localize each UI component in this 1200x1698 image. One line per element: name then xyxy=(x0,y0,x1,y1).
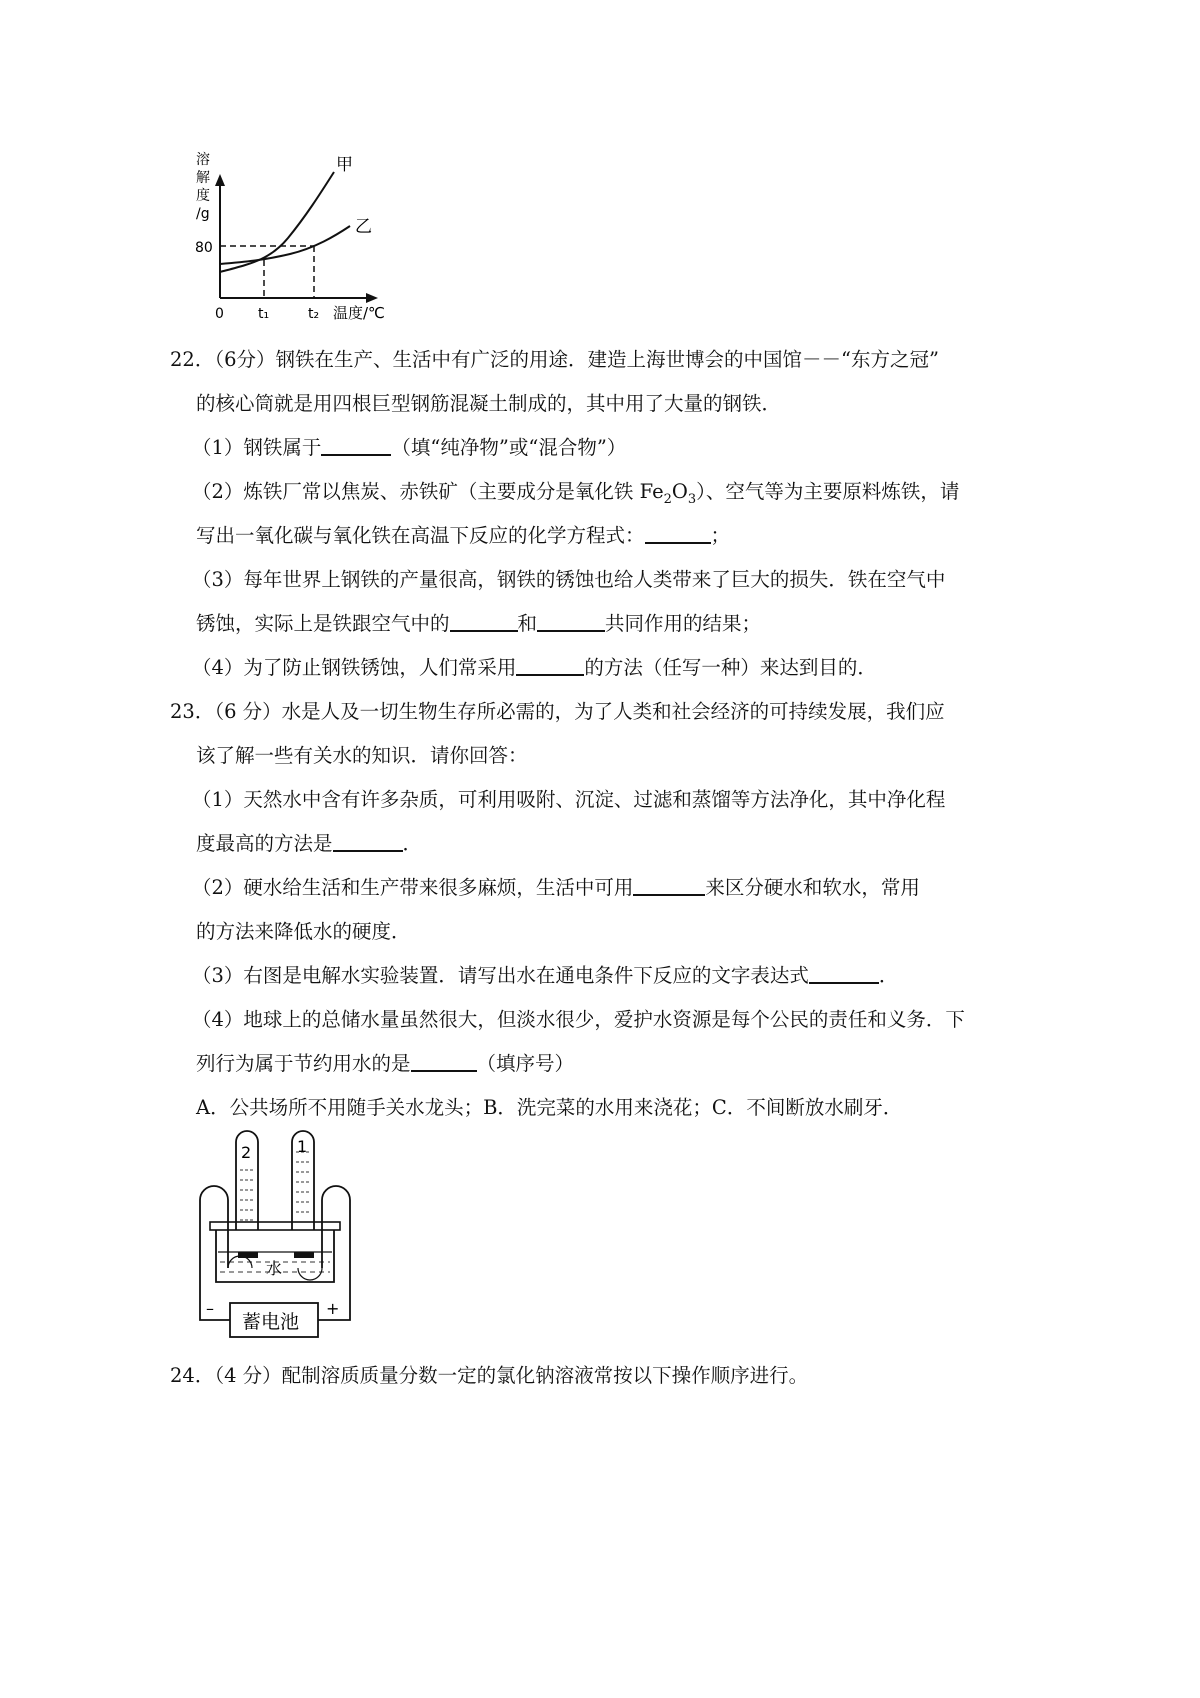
electrolysis-diagram xyxy=(190,1130,380,1345)
plus-sign: + xyxy=(326,1299,340,1318)
answer-blank[interactable] xyxy=(333,830,403,852)
x-axis-arrow xyxy=(366,293,378,303)
q23-part2-line1 xyxy=(192,874,920,902)
answer-blank[interactable] xyxy=(321,434,391,456)
q23-part2-text-end: 来区分硬水和软水，常用 xyxy=(705,876,920,899)
wire-left xyxy=(200,1186,230,1320)
q23-part1-line2 xyxy=(196,830,422,858)
q22-part3-line2 xyxy=(196,610,761,638)
x-axis-label: 温度/℃ xyxy=(333,304,385,322)
formula-part: O xyxy=(671,480,688,503)
q22-stem-line2: 的核心筒就是用四根巨型钢筋混凝土制成的，其中用了大量的钢铁． xyxy=(196,392,782,415)
y-label-char: 溶 xyxy=(196,152,210,168)
q22-part3-text: 锈蚀，实际上是铁跟空气中的 xyxy=(196,612,450,635)
answer-blank[interactable] xyxy=(537,610,605,632)
answer-blank[interactable] xyxy=(809,962,879,984)
curve-label-yi: 乙 xyxy=(355,217,372,237)
wire-right-bend xyxy=(298,1268,322,1280)
q22-part4-end: 的方法（任写一种）来达到目的． xyxy=(584,656,877,679)
q23-stem-line1: 23．（6 分）水是人及一切生物生存所必需的，为了人类和社会经济的可持续发展，我们应 xyxy=(170,700,945,723)
q23-part4-text: 列行为属于节约用水的是 xyxy=(196,1052,411,1075)
subscript: 3 xyxy=(687,491,697,507)
solubility-chart xyxy=(190,150,430,360)
y-label-char: /g xyxy=(196,206,210,222)
curve-yi xyxy=(220,226,350,264)
curve-label-jia: 甲 xyxy=(336,155,353,175)
trough-lid xyxy=(210,1222,340,1230)
q22-part4 xyxy=(192,654,877,682)
minus-sign: – xyxy=(206,1299,214,1318)
y-axis-arrow xyxy=(215,174,225,186)
punct: ． xyxy=(878,964,899,987)
q22-part1-text: （1）钢铁属于 xyxy=(192,436,322,459)
q22-part1 xyxy=(192,434,626,462)
answer-blank[interactable] xyxy=(411,1050,477,1072)
x-tick-t2: t₂ xyxy=(308,306,320,322)
water-label: 水 xyxy=(266,1259,283,1278)
y-label-char: 度 xyxy=(196,188,210,204)
q22-part2-line1 xyxy=(192,478,959,506)
q22-part4-text: （4）为了防止钢铁锈蚀，人们常采用 xyxy=(192,656,517,679)
q23-part4-hint: （填序号） xyxy=(476,1052,575,1075)
q22-part3-end: 共同作用的结果； xyxy=(605,612,762,635)
punct: ； xyxy=(710,524,731,547)
q22-stem-line1: 22．（6分）钢铁在生产、生活中有广泛的用途．建造上海世博会的中国馆－－“东方之冠” xyxy=(170,348,939,371)
q23-part3 xyxy=(192,962,898,990)
q23-part1-line1: （1）天然水中含有许多杂质，可利用吸附、沉淀、过滤和蒸馏等方法净化，其中净化程 xyxy=(192,788,946,811)
origin-label: 0 xyxy=(215,306,224,322)
tube-label-1: 1 xyxy=(297,1137,308,1156)
y-label-char: 解 xyxy=(196,170,210,186)
q24-stem: 24．（4 分）配制溶质质量分数一定的氯化钠溶液常按以下操作顺序进行。 xyxy=(170,1364,809,1387)
electrode-left xyxy=(238,1252,258,1258)
battery-label: 蓄电池 xyxy=(242,1311,300,1333)
answer-blank[interactable] xyxy=(633,874,705,896)
q22-part2-line2 xyxy=(196,522,730,550)
answer-blank[interactable] xyxy=(450,610,518,632)
q22-part1-hint: （填“纯净物”或“混合物”） xyxy=(391,436,627,459)
q23-options: A．公共场所不用随手关水龙头；B．洗完菜的水用来浇花；C．不间断放水刷牙． xyxy=(196,1096,903,1119)
q22-part2-text: （2）炼铁厂常以焦炭、赤铁矿（主要成分是氧化铁 Fe xyxy=(192,480,664,503)
subscript: 2 xyxy=(663,491,672,507)
q22-part2-text2: 写出一氧化碳与氧化铁在高温下反应的化学方程式： xyxy=(196,524,645,547)
tube-liquid xyxy=(240,1152,310,1222)
y-tick-80: 80 xyxy=(195,240,213,256)
q23-part2-line2: 的方法来降低水的硬度． xyxy=(196,920,411,943)
electrode-right xyxy=(294,1252,314,1258)
q23-part1-text: 度最高的方法是 xyxy=(196,832,333,855)
answer-blank[interactable] xyxy=(645,522,711,544)
q23-part2-text: （2）硬水给生活和生产带来很多麻烦，生活中可用 xyxy=(192,876,634,899)
tube-label-2: 2 xyxy=(241,1143,252,1162)
q23-stem-line2: 该了解一些有关水的知识．请你回答： xyxy=(196,744,528,767)
q23-part4-line2 xyxy=(196,1050,574,1078)
x-tick-t1: t₁ xyxy=(258,306,270,322)
q23-part3-text: （3）右图是电解水实验装置．请写出水在通电条件下反应的文字表达式 xyxy=(192,964,809,987)
punct: ． xyxy=(402,832,423,855)
q22-part3-line1: （3）每年世界上钢铁的产量很高，钢铁的锈蚀也给人类带来了巨大的损失．铁在空气中 xyxy=(192,568,946,591)
answer-blank[interactable] xyxy=(516,654,584,676)
q23-part4-line1: （4）地球上的总储水量虽然很大，但淡水很少，爱护水资源是每个公民的责任和义务．下 xyxy=(192,1008,965,1031)
q22-part2-text-end: ）、空气等为主要原料炼铁，请 xyxy=(696,480,960,503)
q22-part3-and: 和 xyxy=(517,612,538,635)
